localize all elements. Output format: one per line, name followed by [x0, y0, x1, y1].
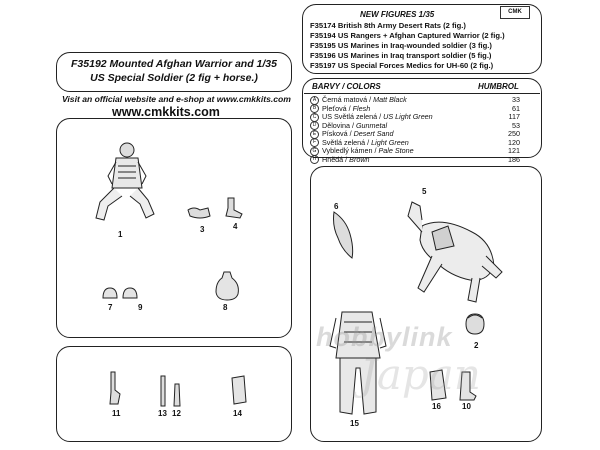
new-figure-item: F35196 US Marines in Iraq transport soldier (5 fig.) [310, 51, 492, 60]
pouches-part [101, 286, 141, 300]
kit-title-line1: F35192 Mounted Afghan Warrior and 1/35 [71, 58, 277, 70]
humbrol-code: 120 [508, 137, 520, 147]
part-number: 8 [223, 303, 228, 312]
part-number: 13 [158, 409, 167, 418]
hand-part [186, 204, 212, 222]
visit-text: Visit an official website and e-shop at www.cmkkits.com [62, 94, 291, 104]
color-name-cz: Černá matová / [322, 95, 374, 104]
color-row [310, 155, 488, 164]
humbrol-code: 186 [508, 154, 520, 164]
bag-part [212, 270, 242, 302]
part-number: 3 [200, 225, 205, 234]
new-figure-item: F35194 US Rangers + Afghan Captured Warrior (2 fig.) [310, 31, 505, 40]
part-number: 7 [108, 303, 113, 312]
part-number: 12 [172, 409, 181, 418]
head-part [462, 310, 488, 338]
color-name-cz: Světlá zelená / [322, 137, 372, 147]
color-name-en: Flesh [352, 103, 371, 113]
color-name-cz: Písková / [322, 129, 354, 138]
color-name-en: Gunmetal [355, 120, 388, 130]
watermark-japan: Japan [360, 350, 481, 399]
part-number: 2 [474, 341, 479, 350]
tail-part [326, 210, 360, 260]
part-number: 1 [118, 230, 123, 239]
part-number: 14 [233, 409, 242, 418]
humbrol-code: 121 [508, 146, 520, 155]
part-number: 5 [422, 187, 427, 196]
color-name-en: Brown [349, 154, 370, 164]
color-mark-h: H [310, 155, 319, 164]
color-name-cz: US Světlá zelená / [322, 112, 384, 121]
part-number: 4 [233, 222, 238, 231]
color-mark-g: G [310, 147, 319, 156]
part-number: 9 [138, 303, 143, 312]
color-mark-d: D [310, 121, 319, 130]
color-name-en: Pale Stone [378, 146, 414, 155]
humbrol-code: 53 [512, 120, 520, 130]
colors-heading: BARVY / COLORS [312, 82, 381, 91]
color-mark-a: A [310, 96, 319, 105]
color-name-cz: Pleťová / [322, 103, 353, 113]
part-number: 10 [462, 402, 471, 411]
color-mark-c: C [310, 113, 319, 122]
color-mark-f: F [310, 138, 319, 147]
color-name-en: US Light Green [383, 112, 433, 121]
horse-part [392, 196, 512, 306]
website-url[interactable]: www.cmkkits.com [112, 105, 220, 119]
new-figure-item: F35195 US Marines in Iraq-wounded soldier (3 fig.) [310, 41, 492, 50]
kit-title-line2: US Special Soldier (2 fig + horse.) [90, 72, 258, 84]
color-name-cz: Hnědá / [322, 154, 350, 164]
rifle-pair-part [156, 374, 186, 408]
new-figures-heading: NEW FIGURES 1/35 [360, 10, 435, 19]
humbrol-code: 33 [512, 95, 520, 104]
foot-part [222, 196, 244, 220]
colors-divider [304, 93, 540, 94]
title-box [56, 52, 292, 92]
part-number: 6 [334, 202, 339, 211]
afghan-warrior-figure-part [90, 140, 160, 230]
part-number: 16 [432, 402, 441, 411]
humbrol-code: 250 [508, 129, 520, 138]
color-name-cz: Vybledlý kámen / [322, 146, 379, 155]
color-name-en: Matt Black [373, 95, 407, 104]
color-name-cz: Dělovina / [322, 120, 356, 130]
part-number: 15 [350, 419, 359, 428]
pack-part [228, 374, 250, 406]
humbrol-code: 61 [512, 103, 520, 113]
watermark-hobbylink: hobbylink [316, 322, 453, 352]
humbrol-heading: HUMBROL [478, 82, 519, 91]
humbrol-code: 117 [508, 112, 520, 121]
color-name-en: Light Green [371, 137, 409, 147]
part-number: 11 [112, 409, 121, 418]
rifle-part [104, 370, 122, 408]
color-mark-b: B [310, 104, 319, 113]
new-figure-item: F35197 US Special Forces Medics for UH-60 (2 fig.) [310, 61, 494, 70]
cmk-logo: CMK [500, 6, 530, 19]
color-mark-e: E [310, 130, 319, 139]
new-figure-item: F35174 British 8th Army Desert Rats (2 fig.) [310, 21, 466, 30]
color-name-en: Desert Sand [353, 129, 394, 138]
